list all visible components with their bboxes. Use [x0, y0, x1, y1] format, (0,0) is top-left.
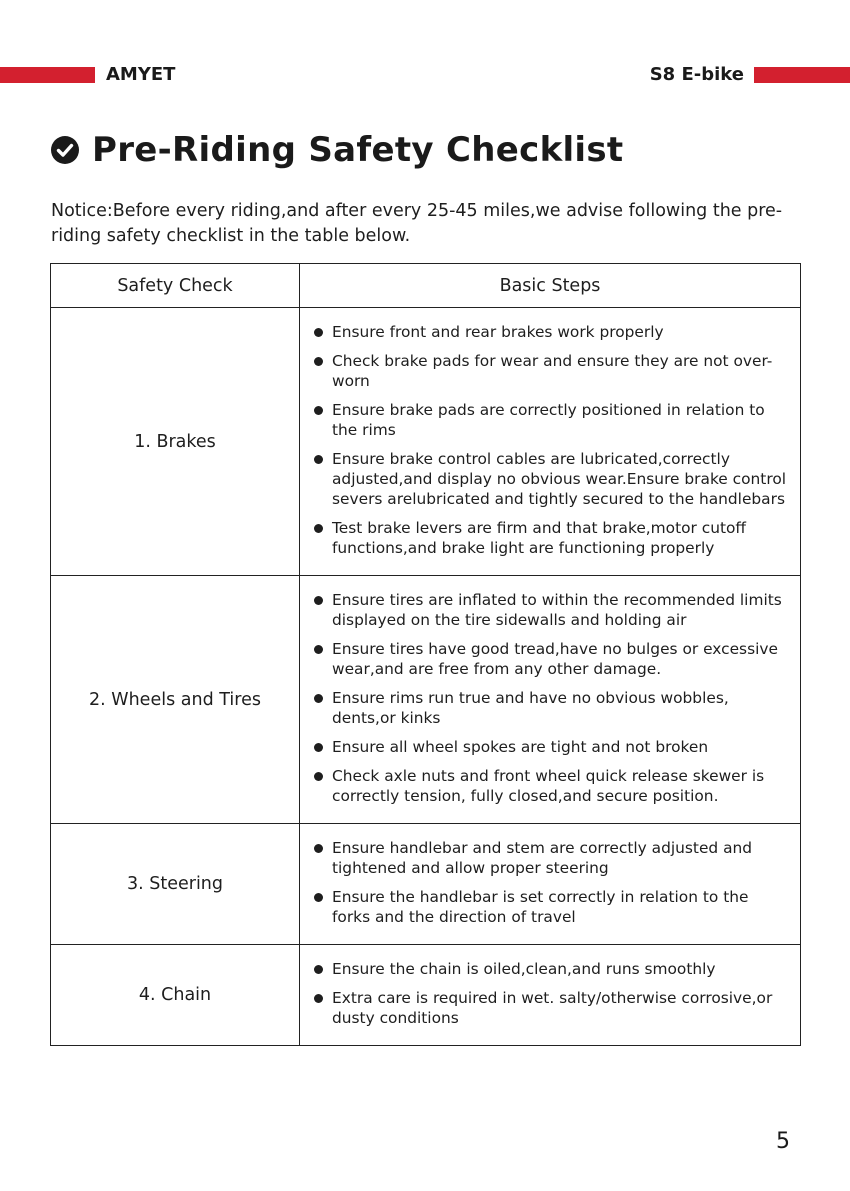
step-list	[314, 959, 790, 1028]
page-number: 5	[776, 1129, 790, 1154]
step-item: Ensure brake pads are correctly positioned in relation to the rims	[314, 400, 790, 440]
table-header-row	[51, 264, 801, 308]
step-item: Ensure the chain is oiled,clean,and runs smoothly	[314, 959, 790, 979]
step-item: Extra care is required in wet. salty/otherwise corrosive,or dusty conditions	[314, 988, 790, 1028]
step-list	[314, 590, 790, 806]
step-item: Ensure rims run true and have no obvious wobbles, dents,or kinks	[314, 688, 790, 728]
step-item: Ensure all wheel spokes are tight and not broken	[314, 737, 790, 757]
brand-name: AMYET	[106, 64, 176, 85]
step-item: Ensure tires are inflated to within the recommended limits displayed on the tire sidewalls and holding air	[314, 590, 790, 630]
step-item: Ensure handlebar and stem are correctly adjusted and tightened and allow proper steering	[314, 838, 790, 878]
table-row-steering	[51, 824, 801, 945]
steps-cell	[300, 576, 801, 824]
column-header-basic-steps: Basic Steps	[300, 264, 801, 308]
steps-cell	[300, 308, 801, 576]
step-list	[314, 838, 790, 927]
header-accent-bar-left	[0, 67, 95, 83]
steps-cell	[300, 945, 801, 1046]
table-row-chain	[51, 945, 801, 1046]
header-accent-bar-right	[754, 67, 850, 83]
column-header-safety-check: Safety Check	[51, 264, 300, 308]
step-item: Test brake levers are firm and that brake,motor cutoff functions,and brake light are functioning properly	[314, 518, 790, 558]
page-title-row	[50, 130, 623, 170]
check-category: 2. Wheels and Tires	[51, 576, 300, 824]
check-category: 3. Steering	[51, 824, 300, 945]
steps-cell	[300, 824, 801, 945]
check-category: 4. Chain	[51, 945, 300, 1046]
page-title: Pre-Riding Safety Checklist	[92, 130, 624, 170]
notice-text: Notice:Before every riding,and after every 25-45 miles,we advise following the pre-riding safety checklist in the table below.	[51, 201, 783, 246]
step-item: Check axle nuts and front wheel quick release skewer is correctly tension, fully closed,and secure position.	[314, 766, 790, 806]
table-row-brakes	[51, 308, 801, 576]
step-item: Ensure tires have good tread,have no bulges or excessive wear,and are free from any other damage.	[314, 639, 790, 679]
model-name: S8 E-bike	[649, 64, 744, 85]
step-list	[314, 322, 790, 558]
step-item: Ensure the handlebar is set correctly in relation to the forks and the direction of travel	[314, 887, 790, 927]
step-item: Ensure brake control cables are lubricated,correctly adjusted,and display no obvious wear.Ensure brake control severs arelubricated and tightly secured to the handlebars	[314, 449, 790, 509]
table-row-wheels-tires	[51, 576, 801, 824]
check-circle-icon	[50, 135, 80, 165]
step-item: Check brake pads for wear and ensure they are not over-worn	[314, 351, 790, 391]
check-category: 1. Brakes	[51, 308, 300, 576]
step-item: Ensure front and rear brakes work properly	[314, 322, 790, 342]
safety-checklist-table	[50, 263, 801, 1046]
